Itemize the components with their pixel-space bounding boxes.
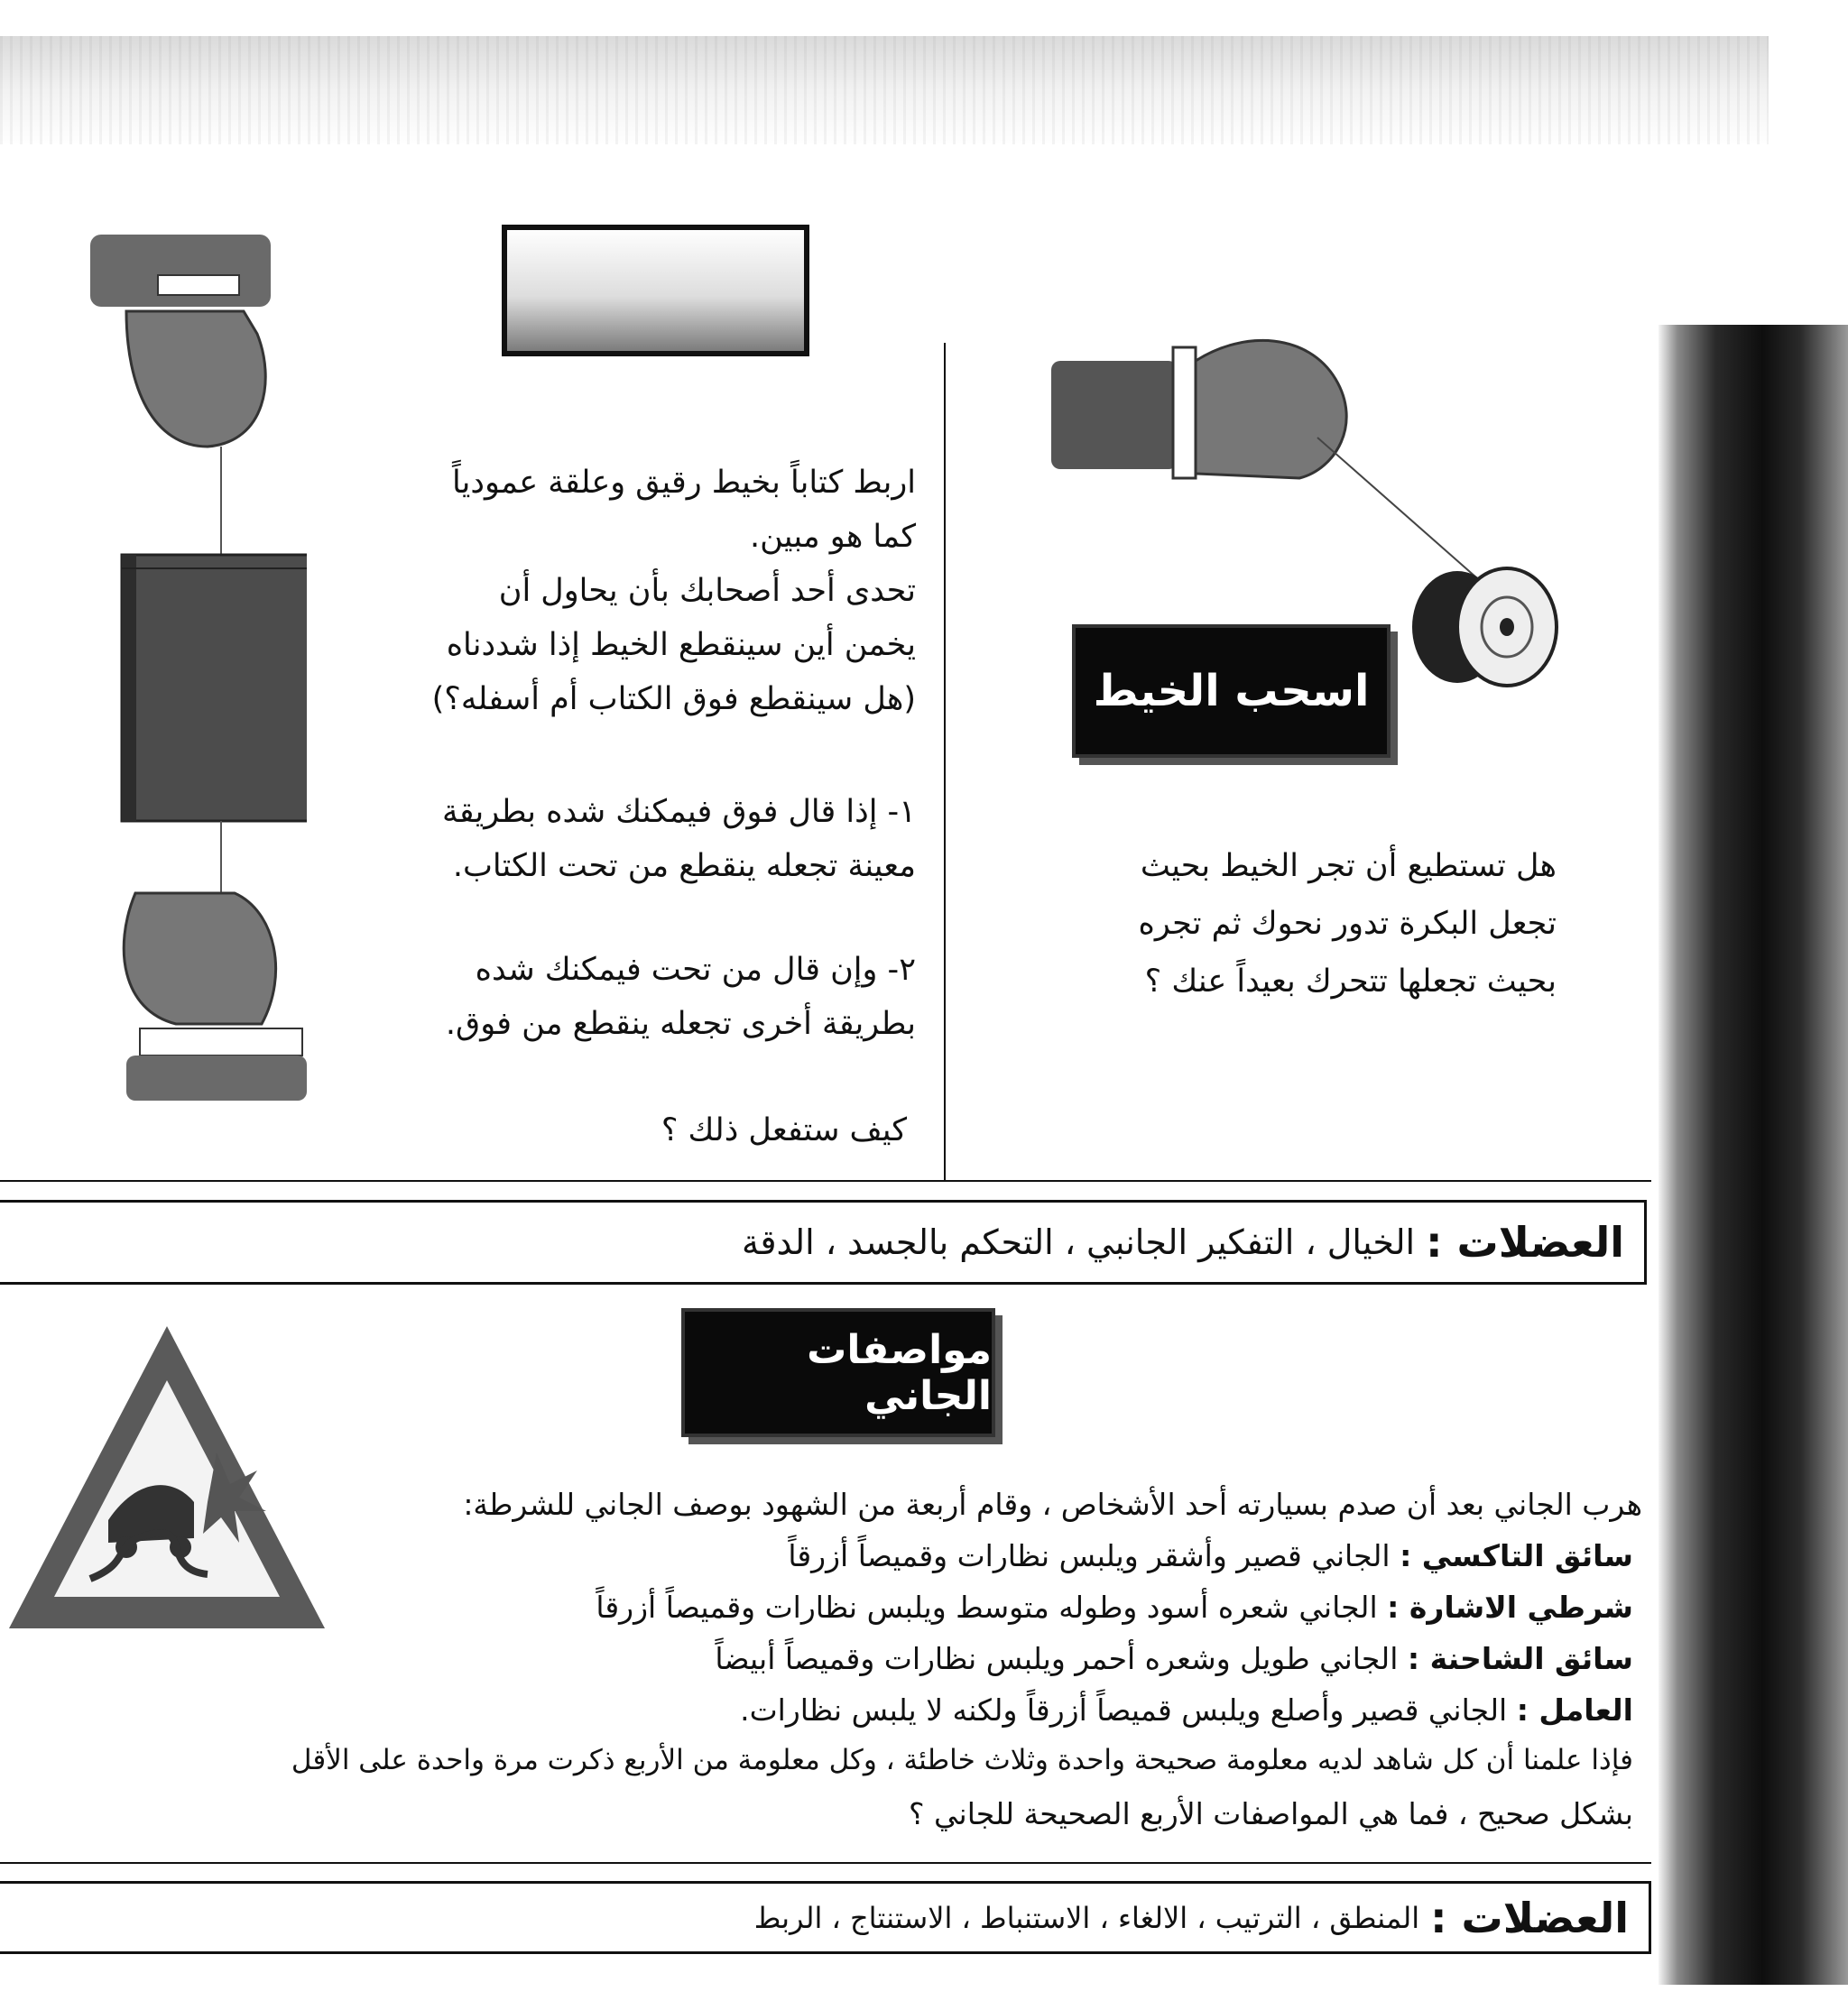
book-puzzle-closing: كيف ستفعل ذلك ؟: [661, 1112, 907, 1148]
witness-row: [298, 1590, 1633, 1625]
witness-row: [298, 1692, 1633, 1728]
muscles-skills: الخيال ، التفكير الجانبي ، التحكم بالجسد ، الدقة: [742, 1222, 1416, 1262]
question-line: تجعل البكرة تدور نحوك ثم تجره: [1138, 906, 1557, 942]
separator-line: [0, 1862, 1651, 1864]
scan-noise-top: [0, 36, 1769, 144]
instruction-line: اربط كتاباً بخيط رقيق وعلقة عمودياً: [451, 465, 916, 501]
thread-spool-icon: [1403, 559, 1566, 695]
page-edge-shadow: [1659, 325, 1848, 1985]
muscles-box-1: [0, 1200, 1647, 1285]
question-line: بحيث تجعلها تتحرك بعيداً عنك ؟: [1144, 964, 1557, 1000]
culprit-conclusion-line: فإذا علمنا أن كل شاهد لديه معلومة صحيحة واحدة وثلاث خاطئة ، وكل معلومة من الأربع ذكرت مرة واحدة على الأقل: [291, 1744, 1633, 1776]
culprit-intro: هرب الجاني بعد أن صدم بسيارته أحد الأشخاص ، وقام أربعة من الشهود بوصف الجاني للشرطة:: [463, 1487, 1642, 1522]
pull-string-title: اسحب الخيط: [1072, 624, 1391, 758]
book-puzzle-option-1: [370, 785, 916, 893]
witness-statement: الجاني شعره أسود وطوله متوسط ويلبس نظارات وقميصاً أزرقاً: [596, 1590, 1378, 1625]
muscles-label: العضلات :: [1430, 1893, 1629, 1942]
option-line: ٢- وإن قال من تحت فيمكنك شده: [475, 952, 916, 988]
muscles-box-2: [0, 1881, 1651, 1954]
book-puzzle-instructions: [370, 456, 916, 726]
column-divider: [944, 343, 946, 1182]
question-line: هل تستطيع أن تجر الخيط بحيث: [1140, 848, 1557, 884]
witness-row: [298, 1641, 1633, 1676]
separator-line: [0, 1180, 1651, 1182]
option-line: بطريقة أخرى تجعله ينقطع من فوق.: [445, 1006, 916, 1042]
culprit-title: مواصفات الجاني: [681, 1308, 995, 1437]
witness-name: سائق الشاحنة :: [1407, 1641, 1633, 1676]
instruction-line: (هل سينقطع فوق الكتاب أم أسفله؟): [431, 681, 916, 717]
fist-holding-string-icon: [90, 235, 271, 447]
blank-title-box: [501, 224, 812, 359]
muscles-label: العضلات :: [1426, 1218, 1624, 1267]
witness-statement: الجاني قصير وأصلع ويلبس قميصاً أزرقاً ولكنه لا يلبس نظارات.: [740, 1692, 1508, 1728]
witness-name: العامل :: [1516, 1692, 1633, 1728]
pull-string-question: [1011, 837, 1557, 1010]
muscles-skills: المنطق ، الترتيب ، الالغاء ، الاستنباط ، الاستنتاج ، الربط: [753, 1900, 1420, 1935]
instruction-line: تحدى أحد أصحابك بأن يحاول أن: [498, 573, 916, 609]
instruction-line: كما هو مبين.: [750, 519, 916, 555]
book-puzzle-option-2: [370, 943, 916, 1051]
option-line: معينة تجعله ينقطع من تحت الكتاب.: [452, 848, 916, 884]
witness-name: سائق التاكسي :: [1400, 1538, 1633, 1573]
witness-row: [298, 1538, 1633, 1573]
instruction-line: يخمن أين سينقطع الخيط إذا شددناه: [446, 627, 916, 663]
book-icon: [122, 555, 307, 821]
fist-holding-string-icon: [124, 893, 307, 1101]
witness-statement: الجاني قصير وأشقر ويلبس نظارات وقميصاً أزرقاً: [788, 1538, 1391, 1573]
witness-statement: الجاني طويل وشعره أحمر ويلبس نظارات وقميصاً أبيضاً: [715, 1641, 1399, 1676]
culprit-conclusion-line: بشكل صحيح ، فما هي المواصفات الأربع الصحيحة للجاني ؟: [909, 1796, 1633, 1831]
car-crash-warning-sign-icon: [0, 1317, 334, 1642]
book-illustration: [72, 226, 307, 1128]
option-line: ١- إذا قال فوق فيمكنك شده بطريقة: [442, 794, 916, 830]
witness-name: شرطي الاشارة :: [1387, 1590, 1633, 1625]
